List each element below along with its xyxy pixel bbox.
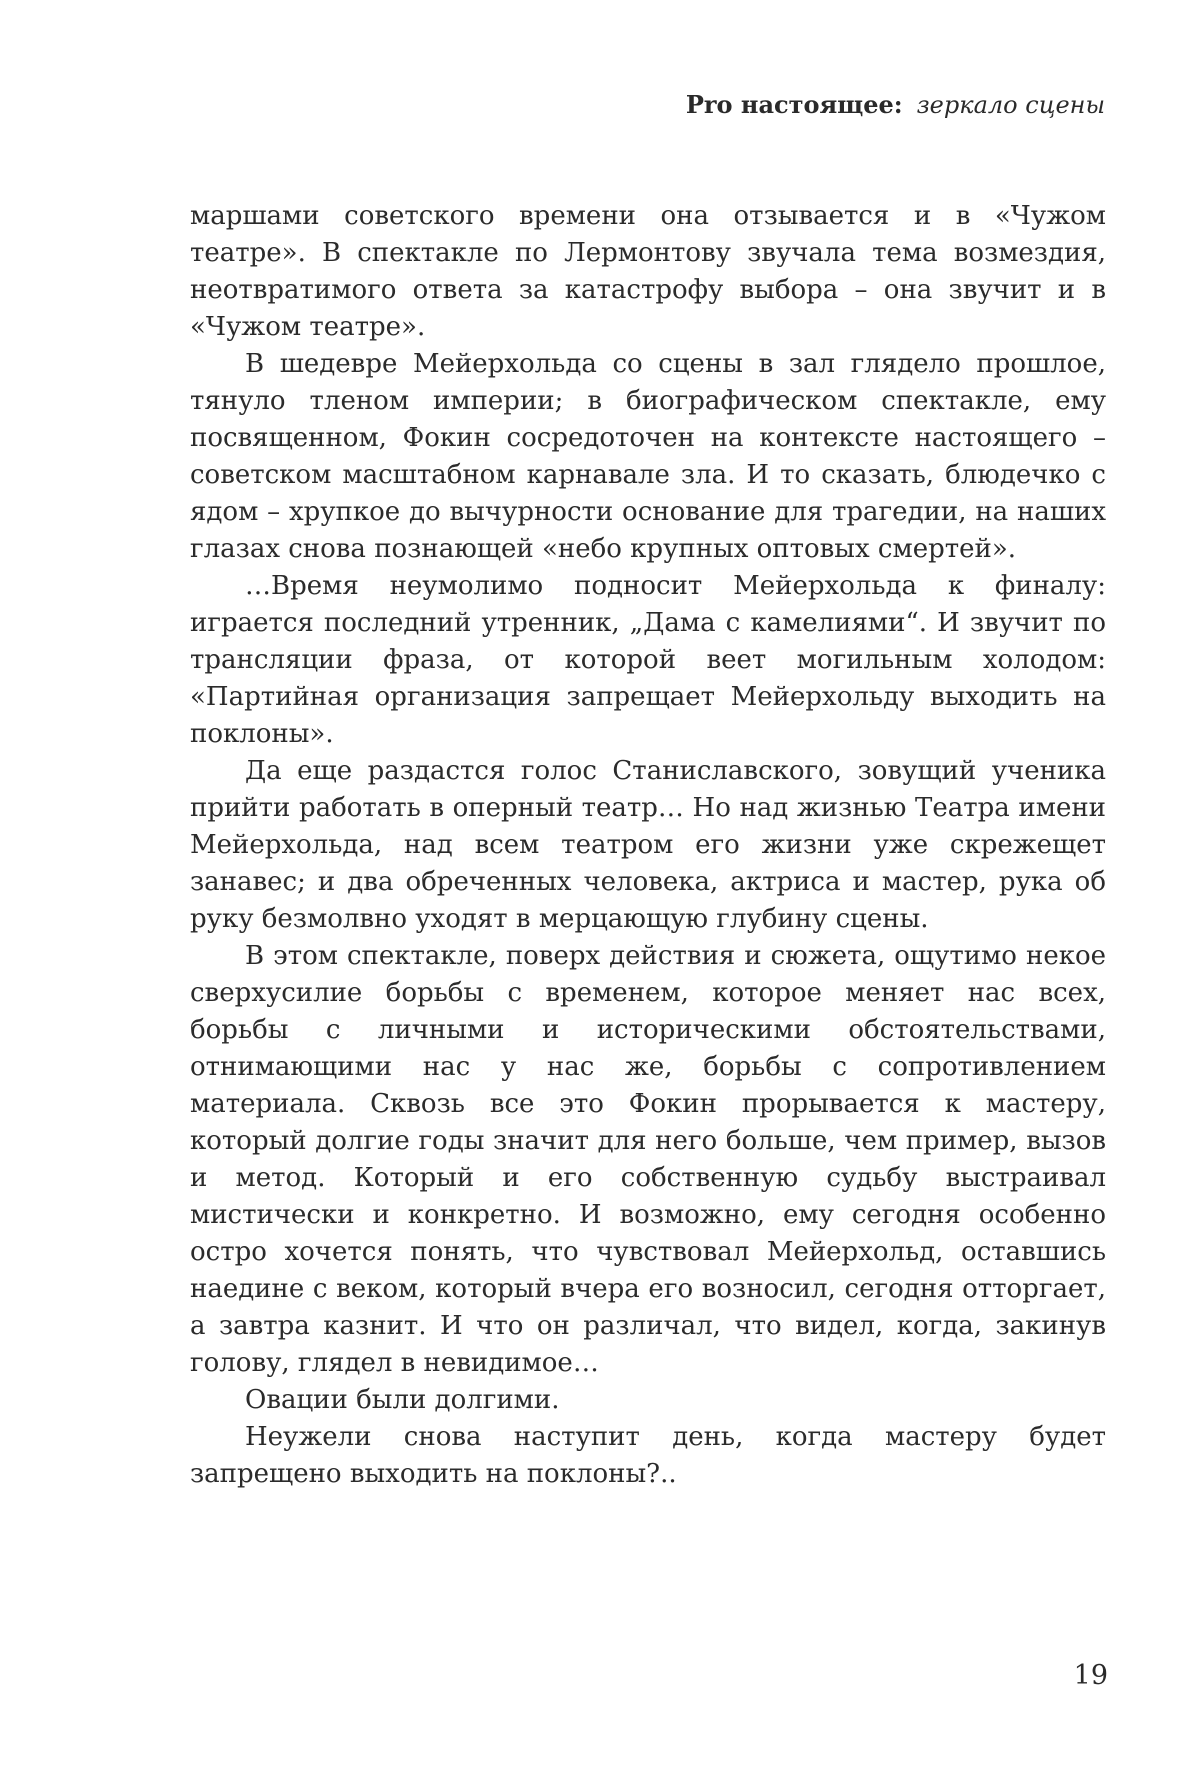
running-header-section: Pro настоящее: <box>686 90 903 119</box>
paragraph: В шедевре Мейерхольда со сцены в зал глядело прошлое, тянуло тленом империи; в биографическом спектакле, ему посвященном, Фокин сосредоточен на контексте настоящего – советском масштабном карнавале зла. И то сказать, блюдечко с ядом – хрупкое до вычурности основание для трагедии, на наших глазах снова познающей «небо крупных оптовых смертей». <box>190 346 1106 568</box>
page-number: 19 <box>1074 1660 1108 1691</box>
paragraph: Овации были долгими. <box>190 1382 1106 1419</box>
paragraph-continued: маршами советского времени она отзывается и в «Чужом театре». В спектакле по Лермонтову звучала тема возмездия, неотвратимого ответа за катастрофу выбора – она звучит и в «Чужом театре». <box>190 198 1106 346</box>
paragraph: В этом спектакле, поверх действия и сюжета, ощутимо некое сверхусилие борьбы с временем, которое меняет нас всех, борьбы с личными и историческими обстоятельствами, отнимающими нас у нас же, борьбы с сопротивлением материала. Сквозь все это Фокин прорывается к мастеру, который долгие годы значит для него больше, чем пример, вызов и метод. Который и его собственную судьбу выстраивал мистически и конкретно. И возможно, ему сегодня особенно остро хочется понять, что чувствовал Мейерхольд, оставшись наедине с веком, который вчера его возносил, сегодня отторгает, а завтра казнит. И что он различал, что видел, когда, закинув голову, глядел в невидимое… <box>190 938 1106 1382</box>
running-header <box>686 90 1105 119</box>
paragraph: Неужели снова наступит день, когда мастеру будет запрещено выходить на поклоны?.. <box>190 1419 1106 1493</box>
running-header-chapter: зеркало сцены <box>917 91 1105 119</box>
body-text <box>190 198 1106 1493</box>
paragraph: …Время неумолимо подносит Мейерхольда к финалу: играется последний утренник, „Дама с камелиями“. И звучит по трансляции фраза, от которой веет могильным холодом: «Партийная организация запрещает Мейерхольду выходить на поклоны». <box>190 568 1106 753</box>
book-page <box>0 0 1200 1780</box>
paragraph: Да еще раздастся голос Станиславского, зовущий ученика прийти работать в оперный театр… Но над жизнью Театра имени Мейерхольда, над всем театром его жизни уже скрежещет занавес; и два обреченных человека, актриса и мастер, рука об руку безмолвно уходят в мерцающую глубину сцены. <box>190 753 1106 938</box>
